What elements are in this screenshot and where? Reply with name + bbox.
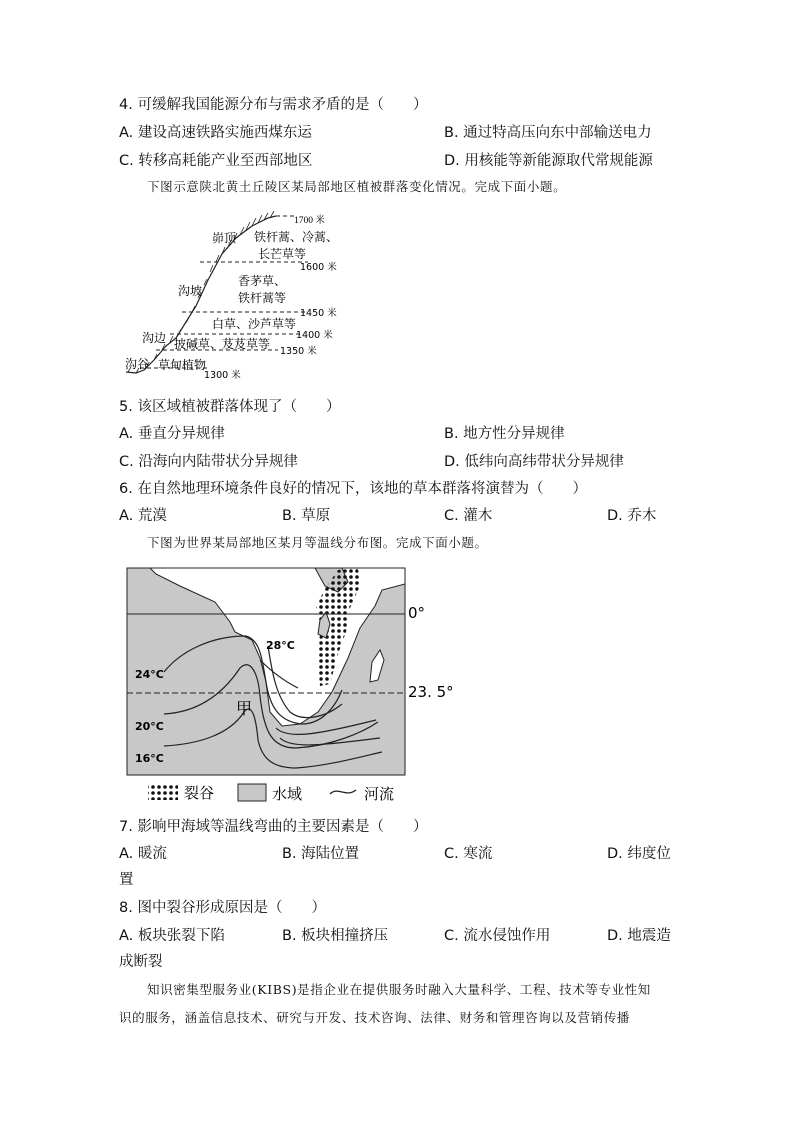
veg-zone-3: 白草、沙芦草等 bbox=[212, 317, 297, 331]
veg-zone-1b: 长芒草等 bbox=[258, 247, 307, 261]
q8-option-b: B. 板块相撞挤压 bbox=[282, 928, 389, 944]
veg-zone-1: 铁杆蒿、冷蒿、 bbox=[254, 230, 339, 244]
intro-loess: 下图示意陕北黄土丘陵区某局部地区植被群落变化情况。完成下面小题。 bbox=[147, 179, 567, 194]
elevation-1700: 1700 米 bbox=[294, 216, 325, 226]
legend-river-swatch bbox=[330, 790, 356, 794]
q7-option-d-cont: 置 bbox=[119, 872, 134, 888]
label-gougu: 沟谷 bbox=[125, 357, 150, 371]
q8-option-d-cont: 成断裂 bbox=[119, 954, 163, 970]
q5-stem: 5. 该区域植被群落体现了（ ） bbox=[119, 399, 341, 415]
veg-zone-2b: 铁杆蒿等 bbox=[238, 291, 287, 305]
q5-option-b: B. 地方性分异规律 bbox=[444, 426, 565, 442]
intro-kibs-line2: 识的服务，涵盖信息技术、研究与开发、技术咨询、法律、财务和管理咨询以及营销传播 bbox=[119, 1010, 630, 1025]
elevation-1400: 1400 米 bbox=[296, 330, 333, 341]
q7-option-a: A. 暖流 bbox=[119, 846, 167, 862]
latitude-23-5: 23. 5° bbox=[408, 683, 454, 701]
legend-rift-swatch bbox=[148, 784, 178, 800]
q6-option-d: D. 乔木 bbox=[607, 508, 657, 524]
elevation-1350: 1350 米 bbox=[280, 346, 317, 357]
veg-zone-4: 披碱草、芨芨草等 bbox=[174, 337, 271, 351]
q6-option-c: C. 灌木 bbox=[444, 508, 493, 524]
legend-rift-label: 裂谷 bbox=[184, 784, 215, 802]
intro-isotherm: 下图为世界某局部地区某月等温线分布图。完成下面小题。 bbox=[147, 535, 488, 550]
isotherm-16: 16°C bbox=[135, 752, 164, 765]
label-jia: 甲 bbox=[236, 699, 253, 718]
elevation-1450: 1450 米 bbox=[300, 308, 337, 319]
q5-option-d: D. 低纬向高纬带状分异规律 bbox=[444, 454, 624, 470]
isotherm-20: 20°C bbox=[135, 720, 164, 733]
veg-zone-5: 草甸植物 bbox=[158, 358, 207, 372]
q4-stem: 4. 可缓解我国能源分布与需求矛盾的是（ ） bbox=[119, 97, 428, 113]
elevation-1600: 1600 米 bbox=[300, 262, 337, 273]
legend-river-label: 河流 bbox=[364, 785, 395, 803]
q8-option-c: C. 流水侵蚀作用 bbox=[444, 928, 551, 944]
label-goubian: 沟边 bbox=[142, 331, 167, 345]
q8-option-a: A. 板块张裂下陷 bbox=[119, 928, 225, 944]
q4-option-a: A. 建设高速铁路实施西煤东运 bbox=[119, 125, 312, 141]
q7-stem: 7. 影响甲海域等温线弯曲的主要因素是（ ） bbox=[119, 819, 428, 835]
latitude-0: 0° bbox=[408, 604, 426, 622]
q7-option-c: C. 寒流 bbox=[444, 846, 493, 862]
q6-option-b: B. 草原 bbox=[282, 508, 331, 524]
legend-water-swatch bbox=[238, 784, 266, 801]
veg-zone-2: 香茅草、 bbox=[238, 274, 287, 288]
legend-water-label: 水域 bbox=[272, 785, 303, 803]
label-maoding: 峁顶 bbox=[212, 231, 237, 245]
map-legend bbox=[148, 784, 394, 803]
q5-option-a: A. 垂直分异规律 bbox=[119, 426, 225, 442]
elevation-1300: 1300 米 bbox=[204, 370, 241, 381]
q7-option-d: D. 纬度位 bbox=[607, 846, 671, 862]
q6-stem: 6. 在自然地理环境条件良好的情况下，该地的草本群落将演替为（ ） bbox=[119, 481, 587, 497]
q7-option-b: B. 海陆位置 bbox=[282, 846, 360, 862]
q8-option-d: D. 地震造 bbox=[607, 928, 671, 944]
q4-option-d: D. 用核能等新能源取代常规能源 bbox=[444, 153, 653, 169]
isotherm-map-figure bbox=[120, 562, 470, 806]
q4-option-b: B. 通过特高压向东中部输送电力 bbox=[444, 125, 652, 141]
isotherm-28: 28°C bbox=[266, 639, 295, 652]
isotherm-24: 24°C bbox=[135, 668, 164, 681]
intro-kibs-line1: 知识密集型服务业(KIBS)是指企业在提供服务时融入大量科学、工程、技术等专业性知 bbox=[147, 982, 651, 997]
label-goupo: 沟坡 bbox=[178, 284, 203, 298]
q4-option-c: C. 转移高耗能产业至西部地区 bbox=[119, 153, 313, 169]
q8-stem: 8. 图中裂谷形成原因是（ ） bbox=[119, 900, 326, 916]
q6-option-a: A. 荒漠 bbox=[119, 508, 167, 524]
vegetation-profile-figure bbox=[118, 210, 358, 385]
q5-option-c: C. 沿海向内陆带状分异规律 bbox=[119, 454, 298, 470]
